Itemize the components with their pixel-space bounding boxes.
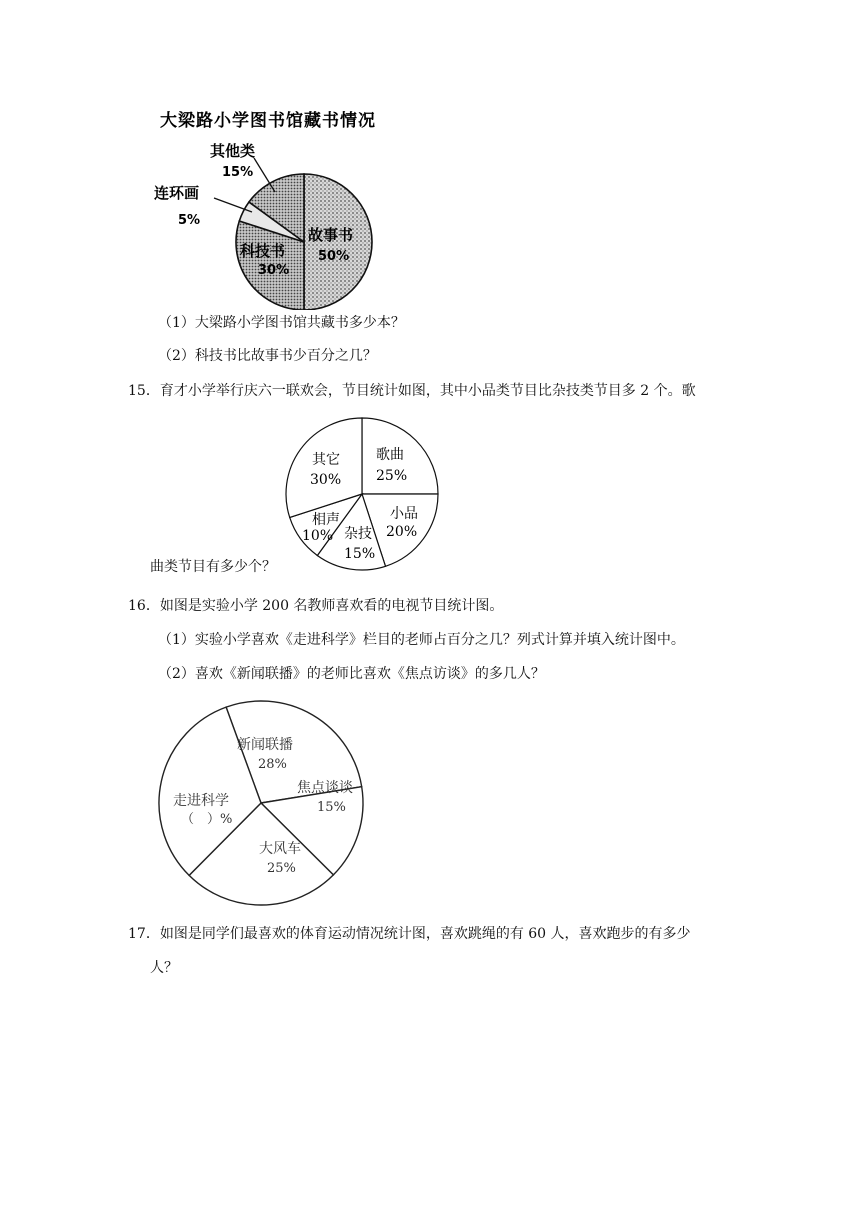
slice-pct-lianhuanhua: 5% [178,213,201,228]
slice-pct-zaji: 15% [344,546,376,562]
slice-pct-dafengche: 25% [267,861,296,876]
slice-label-lianhuanhua: 连环画 [154,184,200,202]
q16-sub1: （1）实验小学喜欢《走进科学》栏目的老师占百分之几？列式计算并填入统计图中。 [158,632,685,648]
slice-pct-keji: 30% [258,263,290,278]
slice-label-xinwen: 新闻联播 [237,737,293,753]
tv-pie-chart [155,695,375,915]
slice-label-xiaopin: 小品 [390,506,418,522]
q16-line1: 16．如图是实验小学 200 名教师喜欢看的电视节目统计图。 [128,598,504,614]
slice-pct-xinwen: 28% [258,757,287,772]
slice-label-keji: 科技书 [240,242,286,260]
slice-pct-gushi: 50% [318,249,350,264]
slice-label-gequ: 歌曲 [376,447,404,463]
q14-sub2: （2）科技书比故事书少百分之几？ [158,348,377,364]
slice-pct-jiaodian: 15% [317,800,346,815]
slice-pct-zoujin: （ ）% [181,812,233,827]
slice-pct-gequ: 25% [376,468,408,484]
slice-label-zoujin: 走进科学 [173,793,229,809]
slice-label-zaji: 杂技 [344,526,372,542]
q14-sub1: （1）大梁路小学图书馆共藏书多少本？ [158,315,405,331]
slice-label-gushi: 故事书 [308,226,354,244]
q16-sub2: （2）喜欢《新闻联播》的老师比喜欢《焦点访谈》的多几人？ [158,666,545,682]
slice-label-qita: 其他类 [210,142,256,160]
slice-label-dafengche: 大风车 [259,841,301,857]
slice-pct-xiaopin: 20% [386,524,418,540]
program-pie-chart [282,414,442,574]
q15-line1: 15．育才小学举行庆六一联欢会，节目统计如图，其中小品类节目比杂技类节目多 2 个。歌 [128,383,696,399]
slice-pct-qita: 15% [222,165,254,180]
q17-line1: 17．如图是同学们最喜欢的体育运动情况统计图，喜欢跳绳的有 60 人，喜欢跑步的有多少 [128,926,691,942]
library-pie-chart [140,100,430,310]
library-chart-title: 大梁路小学图书馆藏书情况 [160,111,376,131]
slice-pct-xiangsheng: 10% [302,528,334,544]
q15-line2: 曲类节目有多少个？ [150,559,276,575]
slice-label-jiaodian: 焦点谈谈 [297,780,353,796]
q17-line2: 人？ [150,960,178,976]
slice-label-qita2: 其它 [312,452,340,468]
slice-pct-qita2: 30% [310,472,342,488]
slice-label-xiangsheng: 相声 [312,512,340,528]
